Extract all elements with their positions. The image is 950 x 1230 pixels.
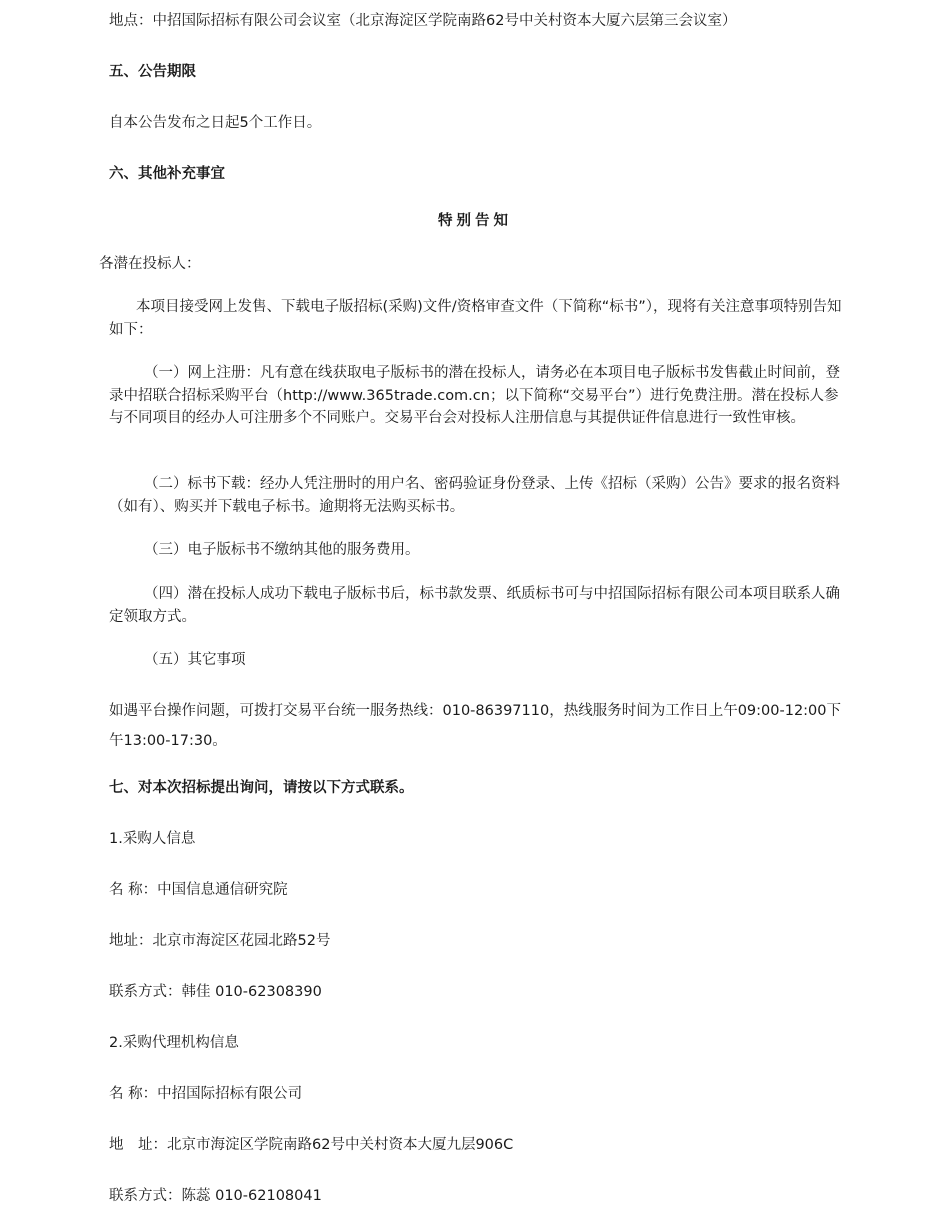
agency-label: 2.采购代理机构信息 [109, 1035, 239, 1051]
location-line: 地点：中招国际招标有限公司会议室（北京海淀区学院南路62号中关村资本大厦六层第三会议室） [109, 13, 737, 29]
notice-item-4: （四）潜在投标人成功下载电子版标书后，标书款发票、纸质标书可与中招国际招标有限公司本项目联系人确定领取方式。 [109, 586, 840, 625]
notice-hotline: 如遇平台操作问题，可拨打交易平台统一服务热线：010-86397110，热线服务时间为工作日上午09:00-12:00下午13:00-17:30。 [109, 703, 842, 749]
purchaser-contact: 联系方式：韩佳 010-62308390 [109, 984, 322, 1000]
notice-salutation: 各潜在投标人： [99, 256, 201, 272]
section5-text: 自本公告发布之日起5个工作日。 [109, 115, 322, 131]
purchaser-label: 1.采购人信息 [109, 831, 196, 847]
agency-name: 名 称：中招国际招标有限公司 [109, 1086, 303, 1102]
notice-item-5: （五）其它事项 [144, 652, 246, 668]
section5-heading: 五、公告期限 [109, 64, 196, 80]
agency-address: 地 址：北京市海淀区学院南路62号中关村资本大厦九层906C [109, 1137, 514, 1153]
notice-item-1: （一）网上注册：凡有意在线获取电子版标书的潜在投标人，请务必在本项目电子版标书发售截止时间前，登录中招联合招标采购平台（http://www.365trade.com.cn；以下简称“交易平台”）进行免费注册。潜在投标人参与不同项目的经办人可注册多个不同账户。交易平台会对投标人注册信息与其提供证件信息进行一致性审核。 [109, 365, 840, 426]
notice-title: 特别告知 [438, 213, 512, 229]
agency-contact: 联系方式：陈蕊 010-62108041 [109, 1188, 322, 1204]
purchaser-name: 名 称：中国信息通信研究院 [109, 882, 288, 898]
notice-item-2: （二）标书下载：经办人凭注册时的用户名、密码验证身份登录、上传《招标（采购）公告》要求的报名资料（如有）、购买并下载电子标书。逾期将无法购买标书。 [109, 476, 840, 515]
section6-heading: 六、其他补充事宜 [109, 166, 225, 182]
section7-heading: 七、对本次招标提出询问，请按以下方式联系。 [109, 780, 414, 796]
notice-intro: 本项目接受网上发售、下载电子版招标(采购)文件/资格审查文件（下简称“标书”），现将有关注意事项特别告知如下： [109, 299, 842, 338]
notice-item-3: （三）电子版标书不缴纳其他的服务费用。 [144, 542, 420, 558]
purchaser-address: 地址：北京市海淀区花园北路52号 [109, 933, 331, 949]
